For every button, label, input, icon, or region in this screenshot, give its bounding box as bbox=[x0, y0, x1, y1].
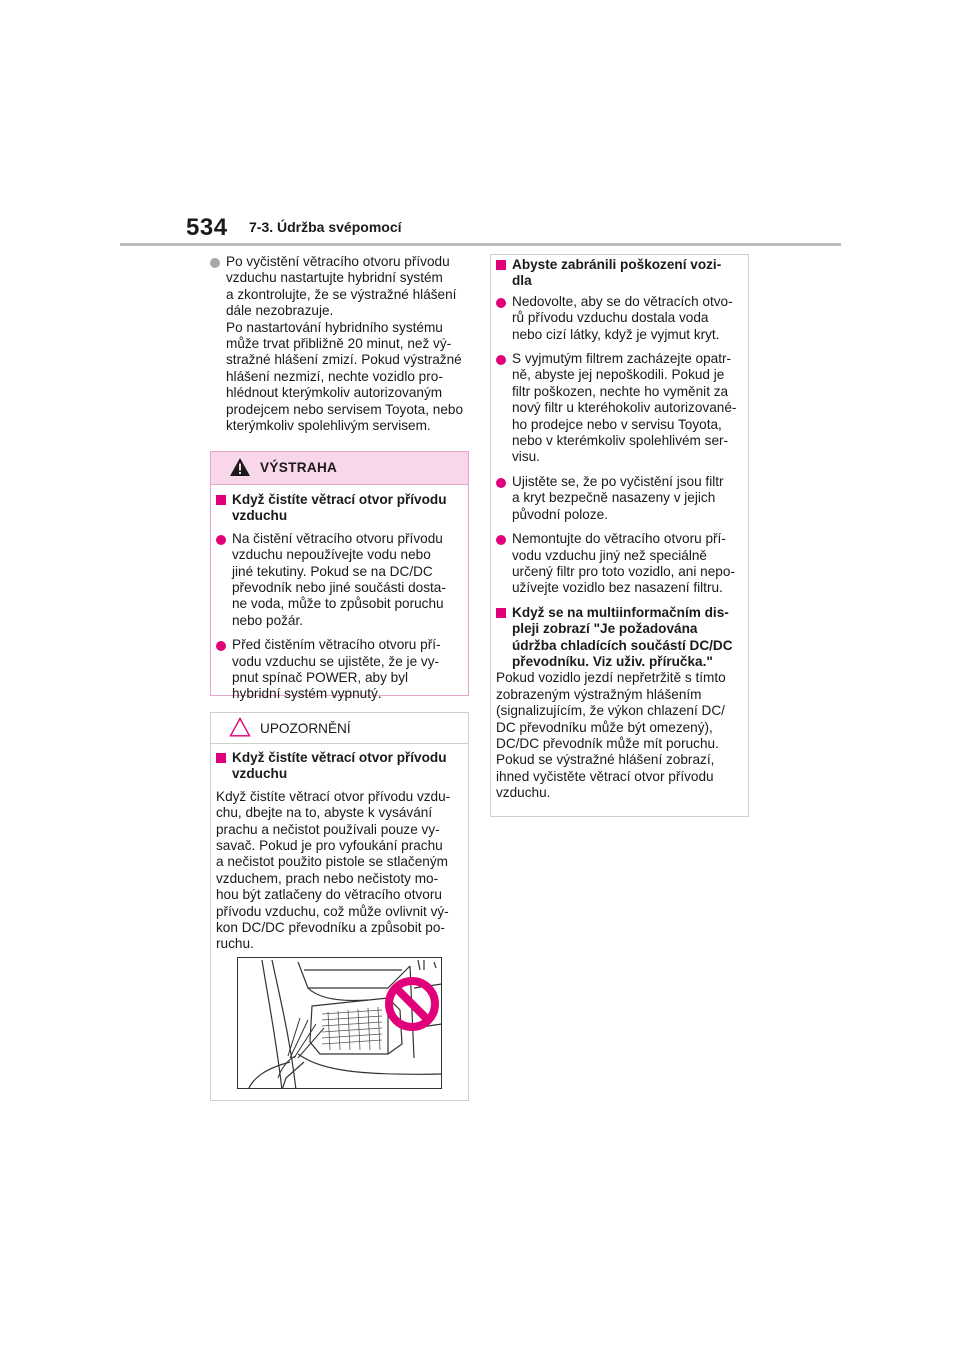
caution-text bbox=[216, 789, 464, 953]
warning-item-text: Na čistění větracího otvoru přívodu vzduchu nepoužívejte vodu nebo jiné tekutiny. Pokud se na DC/DC převodník nebo jiné součásti dosta- ne voda, může to způsobit poruchu nebo požár. bbox=[232, 530, 446, 628]
display-message-text bbox=[496, 670, 744, 801]
caution-paragraph: Když čistíte větrací otvor přívodu vzdu- chu, dbejte na to, abyste k vysávání prachu a nečistot používali pouze vy- savač. Pokud je pro vyfoukání prachu a nečistot použito pistole se stlačeným vzduchem, prach nebo nečistoty mo- hou být zatlačeny do větracího otvoru přívodu vzduchu, což může ovlivnit vý- kon DC/DC převodníku a způsobit po- ruchu. bbox=[216, 788, 451, 952]
right-item-text: Ujistěte se, že po vyčistění jsou filtr a kryt bezpečně nasazeny v jejich původní poloze. bbox=[512, 473, 724, 522]
warning-item bbox=[216, 531, 464, 629]
right-item-text: S vyjmutým filtrem zacházejte opatr- ně, abyste jej nepoškodili. Pokud je filtr poškozen, nechte ho vyměnit za nový filtr u kteréhokoliv autorizované- ho prodejce nebo v servisu Toyota, nebo v kterémkoliv spolehlivém ser- visu. bbox=[512, 351, 737, 465]
section-title: 7-3. Údržba svépomocí bbox=[249, 219, 402, 235]
right-item bbox=[496, 294, 744, 343]
warning-heading-text: Když čistíte větrací otvor přívodu vzduchu bbox=[232, 492, 447, 524]
right-item bbox=[496, 351, 744, 466]
display-message-heading bbox=[496, 605, 744, 671]
header-rule bbox=[120, 243, 841, 246]
page-number: 534 bbox=[186, 214, 228, 241]
right-item bbox=[496, 474, 744, 523]
warning-triangle-icon bbox=[229, 457, 251, 477]
bullet-dot bbox=[216, 535, 226, 545]
warning-body bbox=[211, 485, 468, 703]
warning-header bbox=[211, 452, 468, 485]
warning-item-text: Před čistěním větracího otvoru pří- vodu vzduchu se ujistěte, že je vy- pnut spínač POWER, aby byl hybridní systém vypnutý. bbox=[232, 637, 441, 702]
caution-heading-text: Když čistíte větrací otvor přívodu vzduchu bbox=[232, 750, 447, 782]
bullet-dot bbox=[496, 478, 506, 488]
caution-title: UPOZORNĚNÍ bbox=[260, 721, 351, 736]
right-item-text: Nedovolte, aby se do větracích otvo- rů přívodu vzduchu dostala voda nebo cizí látky, když je vyjmut kryt. bbox=[512, 293, 733, 342]
bullet-dot bbox=[210, 258, 220, 268]
heading-square bbox=[216, 495, 226, 505]
vacuum-cleaning-illustration bbox=[237, 957, 442, 1089]
heading-square bbox=[496, 608, 506, 618]
damage-prevention-heading-text: Abyste zabránili poškození vozi- dla bbox=[512, 257, 722, 289]
caution-header bbox=[211, 713, 468, 744]
intake-vent-drawing bbox=[238, 958, 442, 1089]
caution-triangle-icon bbox=[229, 717, 251, 737]
right-column-box bbox=[490, 254, 749, 817]
post-cleaning-note bbox=[210, 254, 468, 434]
right-item bbox=[496, 531, 744, 597]
right-item-text: Nemontujte do větracího otvoru pří- vodu vzduchu jiný než speciálně určený filtr pro toto vozidlo, ani nepo- užívejte vozidlo bez nasazení filtru. bbox=[512, 531, 735, 596]
damage-prevention-heading bbox=[496, 257, 744, 290]
warning-heading bbox=[216, 492, 464, 525]
heading-square bbox=[496, 260, 506, 270]
left-column bbox=[210, 254, 468, 442]
display-message-heading-text: Když se na multiinformačním dis- pleji zobrazí "Je požadována údržba chladících součástí DC/DC převodníku. Viz uživ. příručka." bbox=[512, 604, 733, 669]
caution-box bbox=[210, 712, 469, 1101]
warning-box bbox=[210, 451, 469, 702]
caution-heading bbox=[216, 750, 464, 783]
display-message-paragraph: Pokud vozidlo jezdí nepřetržitě s tímto zobrazeným výstražným hlášením (signalizujícím, že výkon chlazení DC/ DC převodníku může být omezený), DC/DC převodník může mít poruchu. Pokud se výstražné hlášení zobrazí, ihned vyčistěte větrací otvor přívodu vzduchu. bbox=[496, 670, 726, 801]
bullet-dot bbox=[496, 535, 506, 545]
bullet-dot bbox=[496, 298, 506, 308]
caution-body bbox=[211, 744, 468, 953]
bullet-dot bbox=[496, 355, 506, 365]
warning-item bbox=[216, 637, 464, 703]
bullet-dot bbox=[216, 641, 226, 651]
heading-square bbox=[216, 753, 226, 763]
note-text: Po vyčistění větracího otvoru přívodu vzduchu nastartujte hybridní systém a zkontrolujte, že se výstražné hlášení dále nezobrazuje. Po nastartování hybridního systému může trvat přibližně 20 minut, než vý- stražné hlášení zmizí. Pokud výstražné hlášení nezmizí, nechte vozidlo pro- hlédnout kterýmkoliv autorizovaným prodejcem nebo servisem Toyota, nebo kterýmkoliv spolehlivým servisem. bbox=[226, 254, 464, 434]
warning-title: VÝSTRAHA bbox=[260, 460, 338, 475]
